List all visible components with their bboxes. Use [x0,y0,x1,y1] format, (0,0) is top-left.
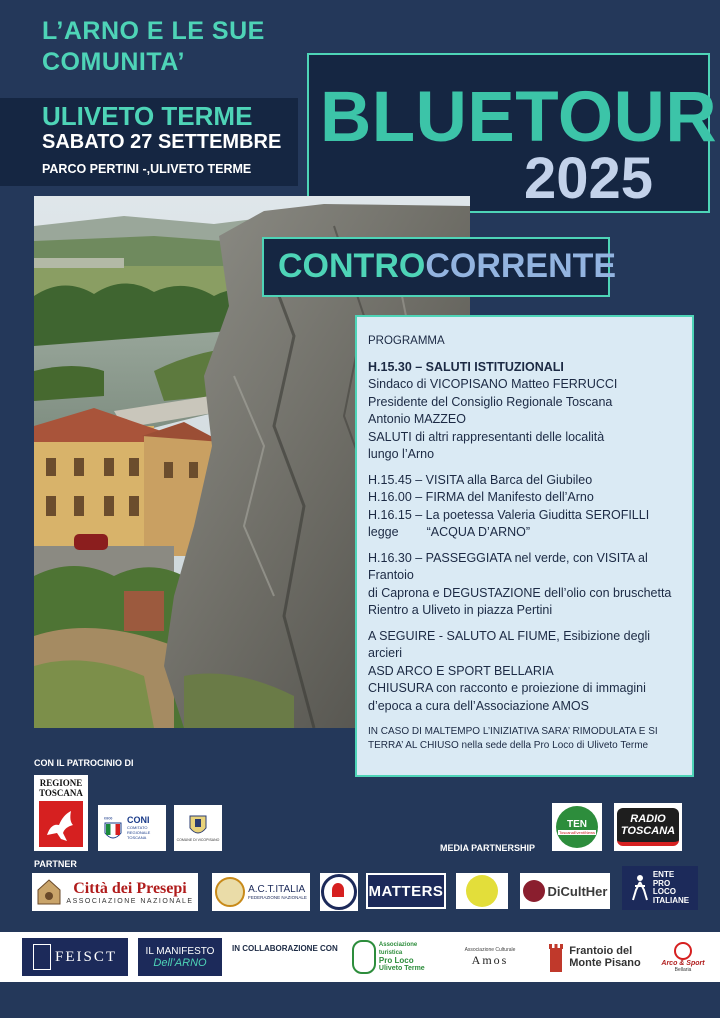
program-line: A SEGUIRE - SALUTO AL FIUME, Esibizione degli [368,628,651,643]
program-line: H.16.15 – La poetessa Valeria Giuditta SEROFILLI [368,507,650,522]
program-line: ASD ARCO E SPORT BELLARIA [368,663,554,678]
pegasus-icon [39,801,83,847]
ten-subtitle: ToscanaEventiNews [558,830,596,835]
tower-icon [547,942,565,972]
bottom-strip [0,982,720,1018]
ente-line2: PRO [652,878,671,888]
target-icon [674,942,692,960]
subtitle-part-b: CORRENTE [425,247,617,285]
ente-line4: ITALIANE [652,895,690,905]
media-partnership-label: MEDIA PARTNERSHIP [440,843,536,853]
feisct-icon [33,944,51,970]
radio-line1: RADIO [630,813,666,825]
ten-name: TEN [567,819,587,830]
proloco-line2: Pro Loco [378,956,414,965]
citta-presepi-logo [32,873,198,911]
dicult-name: DiCultHer [547,883,608,899]
program-line: Presidente del Consiglio Regionale Toscana [368,394,613,409]
tagline-line2: COMUNITA’ [42,48,185,76]
weather-note-line2: TERRA’ AL CHIUSO nella sede della Pro Loco di Uliveto Terme [368,740,649,751]
pro-loco-uliveto-logo [352,936,442,978]
comune-vicopisano-logo [174,805,222,851]
frantoio-logo [540,936,648,978]
pro-loco-icon [352,940,376,974]
dicultHer-logo [520,873,610,909]
program-box [355,315,694,777]
feisct-name: FEISCT [54,948,117,965]
amos-logo [452,936,528,978]
program-line: H.15.45 – VISITA alla Barca del Giubileo [368,472,593,487]
collaboration-label: IN COLLABORAZIONE CON [232,944,338,953]
program-line: Antonio MAZZEO [368,412,466,426]
coni-shield-icon [103,813,123,843]
event-year: 2025 [524,146,654,211]
coni-subtitle: COMITATO REGIONALE TOSCANA [127,825,151,840]
coni-logo [98,805,166,851]
amos-line1: Associazione Culturale [464,946,516,953]
yellow-circle-icon [466,875,498,907]
matters-logo [366,873,446,909]
ente-line1: ENTE [652,870,675,879]
program-line: SALUTI di altri rappresentanti delle località [368,429,605,444]
program-line: arcieri [368,646,403,660]
radio-toscana-logo [614,803,682,851]
poem-title: “ACQUA D’ARNO” [426,525,531,539]
program-line: H.15.30 – SALUTI ISTITUZIONALI [368,359,564,374]
nativity-icon [36,878,62,906]
amos-line2: Amos [471,952,509,967]
ente-pro-loco-logo [622,866,698,910]
feisct-logo [22,938,128,976]
act-italia-logo [212,873,310,911]
circle-emblem-logo [320,873,358,911]
crest-icon [188,814,208,838]
act-emblem-icon [215,877,245,907]
dicult-icon [523,880,545,902]
arco-line2: Bellaria [674,966,692,973]
ente-line3: LOCO [652,887,676,896]
proloco-line1: Associazione turistica [378,942,418,956]
presepi-subtitle: ASSOCIAZIONE NAZIONALE [66,897,194,905]
svg-text:∞∞: ∞∞ [104,816,113,822]
program-line: Sindaco di VICOPISANO Matteo FERRUCCI [368,377,618,391]
arco-line1: Arco & Sport [661,959,705,967]
partner-label: PARTNER [34,859,77,869]
act-name: A.C.T.ITALIA [248,884,306,895]
event-venue: PARCO PERTINI -,ULIVETO TERME [42,162,252,176]
program-line: di Caprona e DEGUSTAZIONE dell’olio con bruschetta [368,585,672,600]
yellow-circle-logo [456,873,508,909]
event-subtitle [278,246,616,286]
manifesto-line2: Dell’ARNO [153,956,207,969]
coni-name: CONI [127,815,150,825]
tagline [42,16,265,78]
matters-name: MATTERS [368,882,444,900]
program-line: d’epoca a cura dell’Associazione AMOS [368,698,589,713]
program-line [368,524,684,542]
program-heading: PROGRAMMA [368,335,445,347]
manifesto-arno-logo [138,938,222,976]
regione-line1: REGIONE [39,778,83,788]
radio-line2: TOSCANA [620,825,676,837]
program-line-text: legge [368,525,399,539]
subtitle-part-a: CONTRO [278,247,426,285]
act-subtitle: FEDERAZIONE NAZIONALE [248,895,307,900]
event-date: SABATO 27 SETTEMBRE [42,131,282,153]
weather-note [368,725,684,753]
runner-icon [631,874,649,902]
weather-note-line1: IN CASO DI MALTEMPO L’INIZIATIVA SARA’ RIMODULATA E SI [368,726,658,737]
event-title: BLUETOUR [320,78,718,157]
ten-logo [552,803,602,851]
manifesto-line1: IL MANIFESTO [145,945,215,957]
frantoio-line2: Monte Pisano [569,957,641,969]
comune-subtitle: COMUNE DI VICOPISANO [176,838,220,842]
presepi-name: Città dei Presepi [73,879,187,897]
event-city: ULIVETO TERME [42,101,253,131]
patronage-label: CON IL PATROCINIO DI [34,758,134,768]
tagline-line1: L’ARNO E LE SUE [42,17,265,45]
program-line: Frantoio [368,568,414,582]
program-line: H.16.00 – FIRMA del Manifesto dell’Arno [368,490,594,504]
program-line: H.16.30 – PASSEGGIATA nel verde, con VISITA al [368,550,648,565]
program-line: CHIUSURA con racconto e proiezione di immagini [368,681,646,695]
emblem-icon [321,874,357,910]
arco-sport-logo [656,936,710,978]
program-line: Rientro a Uliveto in piazza Pertini [368,603,553,617]
regione-toscana-logo [34,775,88,851]
program-line: lungo l’Arno [368,447,435,461]
frantoio-line1: Frantoio del [569,945,633,957]
regione-line2: TOSCANA [39,788,83,798]
proloco-line3: Uliveto Terme [378,965,425,972]
